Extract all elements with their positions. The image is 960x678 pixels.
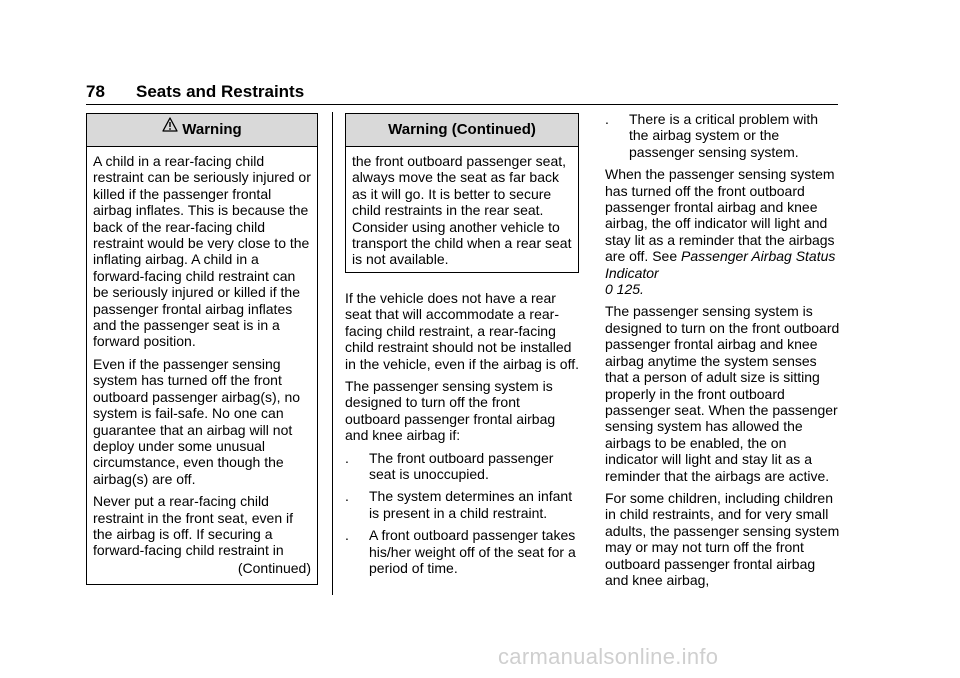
body-text: When the passenger sensing system has turned off the front outboard passenger frontal airbag and knee airbag, the off indicator will light and stay lit as a reminder that the airbags are off. See xyxy=(605,166,835,265)
list-item xyxy=(345,527,579,576)
warning-paragraph: the front outboard passenger seat, always move the seat as far back as it will go. It is better to secure child restraints in the rear seat. Consider using another vehicle to transport the child when a rear seat is not available. xyxy=(352,153,572,268)
bullet-marker: . xyxy=(605,111,609,127)
bullet-marker: . xyxy=(345,527,349,544)
warning-continued-title: Warning (Continued) xyxy=(388,121,536,138)
list-item-text: The front outboard passenger seat is unoccupied. xyxy=(369,449,554,483)
bullet-marker: . xyxy=(345,449,349,466)
body-paragraph: If the vehicle does not have a rear seat that will accommodate a rear-facing child restraint, a rear-facing child restraint should not be installed in the vehicle, even if the airbag is off. xyxy=(345,290,579,372)
body-paragraph: For some children, including children in child restraints, and for very small adults, the passenger sensing system may or may not turn off the front outboard passenger frontal airbag and knee airbag, xyxy=(605,489,840,588)
body-paragraph xyxy=(605,166,841,297)
warning-continued-header xyxy=(346,114,578,147)
body-paragraph: The passenger sensing system is designed to turn off the front outboard passenger frontal airbag and knee airbag if: xyxy=(345,378,556,444)
warning-title: Warning xyxy=(182,121,242,138)
page-header xyxy=(86,82,838,102)
section-title: Seats and Restraints xyxy=(136,82,305,101)
right-column xyxy=(605,111,841,594)
list-item xyxy=(345,488,579,521)
page-reference[interactable]: 0 125. xyxy=(605,281,644,298)
cross-reference-link[interactable]: Passenger Airbag Status Indicator xyxy=(605,248,836,281)
list-item-text: A front outboard passenger takes his/her weight off of the seat for a period of time. xyxy=(369,527,576,577)
warning-paragraph: Even if the passenger sensing system has turned off the front outboard passenger airbag(s), no system is fail-safe. No one can guarantee that an airbag will not deploy under some unusual circumstance, even though the airbag(s) are off. xyxy=(93,355,301,487)
warning-paragraph: A child in a rear-facing child restraint can be seriously injured or killed if the passenger frontal airbag inflates. This is because the back of the rear-facing child restraint would be very close to the inflating airbag. A child in a forward-facing child restraint can be seriously injured or killed if the passenger frontal airbag inflates and the passenger seat is in a forward position. xyxy=(93,153,311,350)
continued-label: (Continued) xyxy=(237,559,311,576)
column-divider xyxy=(332,112,333,595)
middle-column xyxy=(345,290,579,583)
warning-paragraph: Never put a rear-facing child restraint in the front seat, even if the airbag is off. If securing a forward-facing child restraint in xyxy=(93,493,293,559)
warning-continued-box xyxy=(345,113,579,273)
list-item xyxy=(605,111,841,160)
warning-box xyxy=(86,113,318,585)
header-rule xyxy=(86,104,838,105)
list-item xyxy=(345,450,579,483)
warning-header xyxy=(87,114,317,147)
body-paragraph: The passenger sensing system is designed to turn on the front outboard passenger frontal airbag and knee airbag anytime the system senses that a person of adult size is sitting properly in the front outboard passenger seat. When the passenger sensing system has allowed the airbags to be enabled, the on indicator will light and stay lit as a reminder that the airbags are active. xyxy=(605,303,840,484)
watermark: carmanualsonline.info xyxy=(498,644,719,669)
list-item-text: There is a critical problem with the airbag system or the passenger sensing system. xyxy=(629,111,819,160)
list-item-text: The system determines an infant is present in a child restraint. xyxy=(369,488,573,521)
bullet-marker: . xyxy=(345,488,349,505)
warning-triangle-icon xyxy=(162,112,178,144)
page-number: 78 xyxy=(86,82,105,101)
